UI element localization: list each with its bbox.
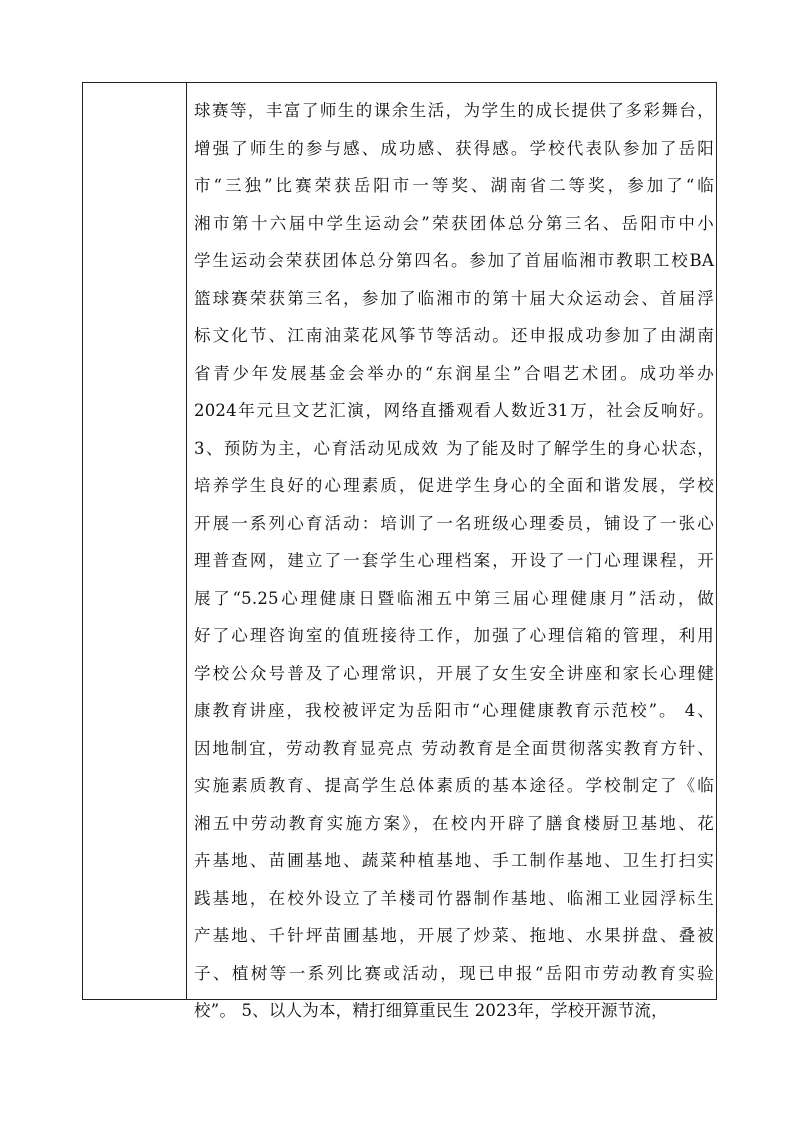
- text-line: 理普查网，建立了一套学生心理档案，开设了一门心理课程，开: [194, 551, 714, 570]
- text-line: 标文化节、江南油菜花风筝节等活动。还申报成功参加了由湖南: [194, 326, 714, 345]
- text-line: 湘五中劳动教育实施方案》，在校内开辟了膳食楼厨卫基地、花: [194, 813, 714, 833]
- content-cell: [194, 92, 714, 1030]
- text-line: 学生运动会荣获团体总分第四名。参加了首届临湘市教职工校BA: [194, 251, 714, 270]
- text-line: 开展一系列心育活动：培训了一名班级心理委员，铺设了一张心: [194, 513, 714, 533]
- text-line: 产基地、千针坪苗圃基地，开展了炒菜、拖地、水果拼盘、叠被: [194, 926, 714, 945]
- text-line: 培养学生良好的心理素质，促进学生身心的全面和谐发展，学校: [194, 476, 714, 495]
- label-column-cell: [83, 83, 187, 999]
- text-line: 实施素质教育、提高学生总体素质的基本途径。学校制定了《临: [194, 776, 714, 795]
- text-line: 展了“5.25心理健康日暨临湘五中第三届心理健康月”活动，做: [194, 588, 714, 608]
- text-line: 学校公众号普及了心理常识，开展了女生安全讲座和家长心理健: [194, 663, 714, 683]
- text-line: 增强了师生的参与感、成功感、获得感。学校代表队参加了岳阳: [194, 138, 714, 158]
- report-table: [82, 82, 717, 1020]
- text-line: 湘市第十六届中学生运动会”荣获团体总分第三名、岳阳市中小: [194, 213, 714, 233]
- text-line: 市“三独”比赛荣获岳阳市一等奖、湖南省二等奖，参加了“临: [194, 176, 714, 195]
- text-line: 球赛等，丰富了师生的课余生活，为学生的成长提供了多彩舞台，: [194, 101, 714, 120]
- text-line: 卉基地、苗圃基地、蔬菜种植基地、手工制作基地、卫生打扫实: [194, 851, 714, 870]
- text-line: 好了心理咨询室的值班接待工作，加强了心理信箱的管理，利用: [194, 626, 714, 645]
- text-line: 子、植树等一系列比赛或活动，现已申报“岳阳市劳动教育实验: [194, 963, 714, 983]
- text-line: 校”。 5、以人为本，精打细算重民生 2023年，学校开源节流，: [194, 1001, 668, 1020]
- text-line: 省青少年发展基金会举办的“东润星尘”合唱艺术团。成功举办: [194, 363, 714, 383]
- text-line: 康教育讲座，我校被评定为岳阳市“心理健康教育示范校”。 4、: [194, 701, 714, 720]
- text-line: 2024年元旦文艺汇演，网络直播观看人数近31万，社会反响好。: [194, 401, 714, 420]
- text-line: 篮球赛荣获第三名，参加了临湘市的第十届大众运动会、首届浮: [194, 288, 714, 308]
- text-line: 3、预防为主，心育活动见成效 为了能及时了解学生的身心状态，: [194, 438, 714, 458]
- text-line: 践基地，在校外设立了羊楼司竹器制作基地、临湘工业园浮标生: [194, 888, 714, 908]
- text-line: 因地制宜，劳动教育显亮点 劳动教育是全面贯彻落实教育方针、: [194, 738, 714, 758]
